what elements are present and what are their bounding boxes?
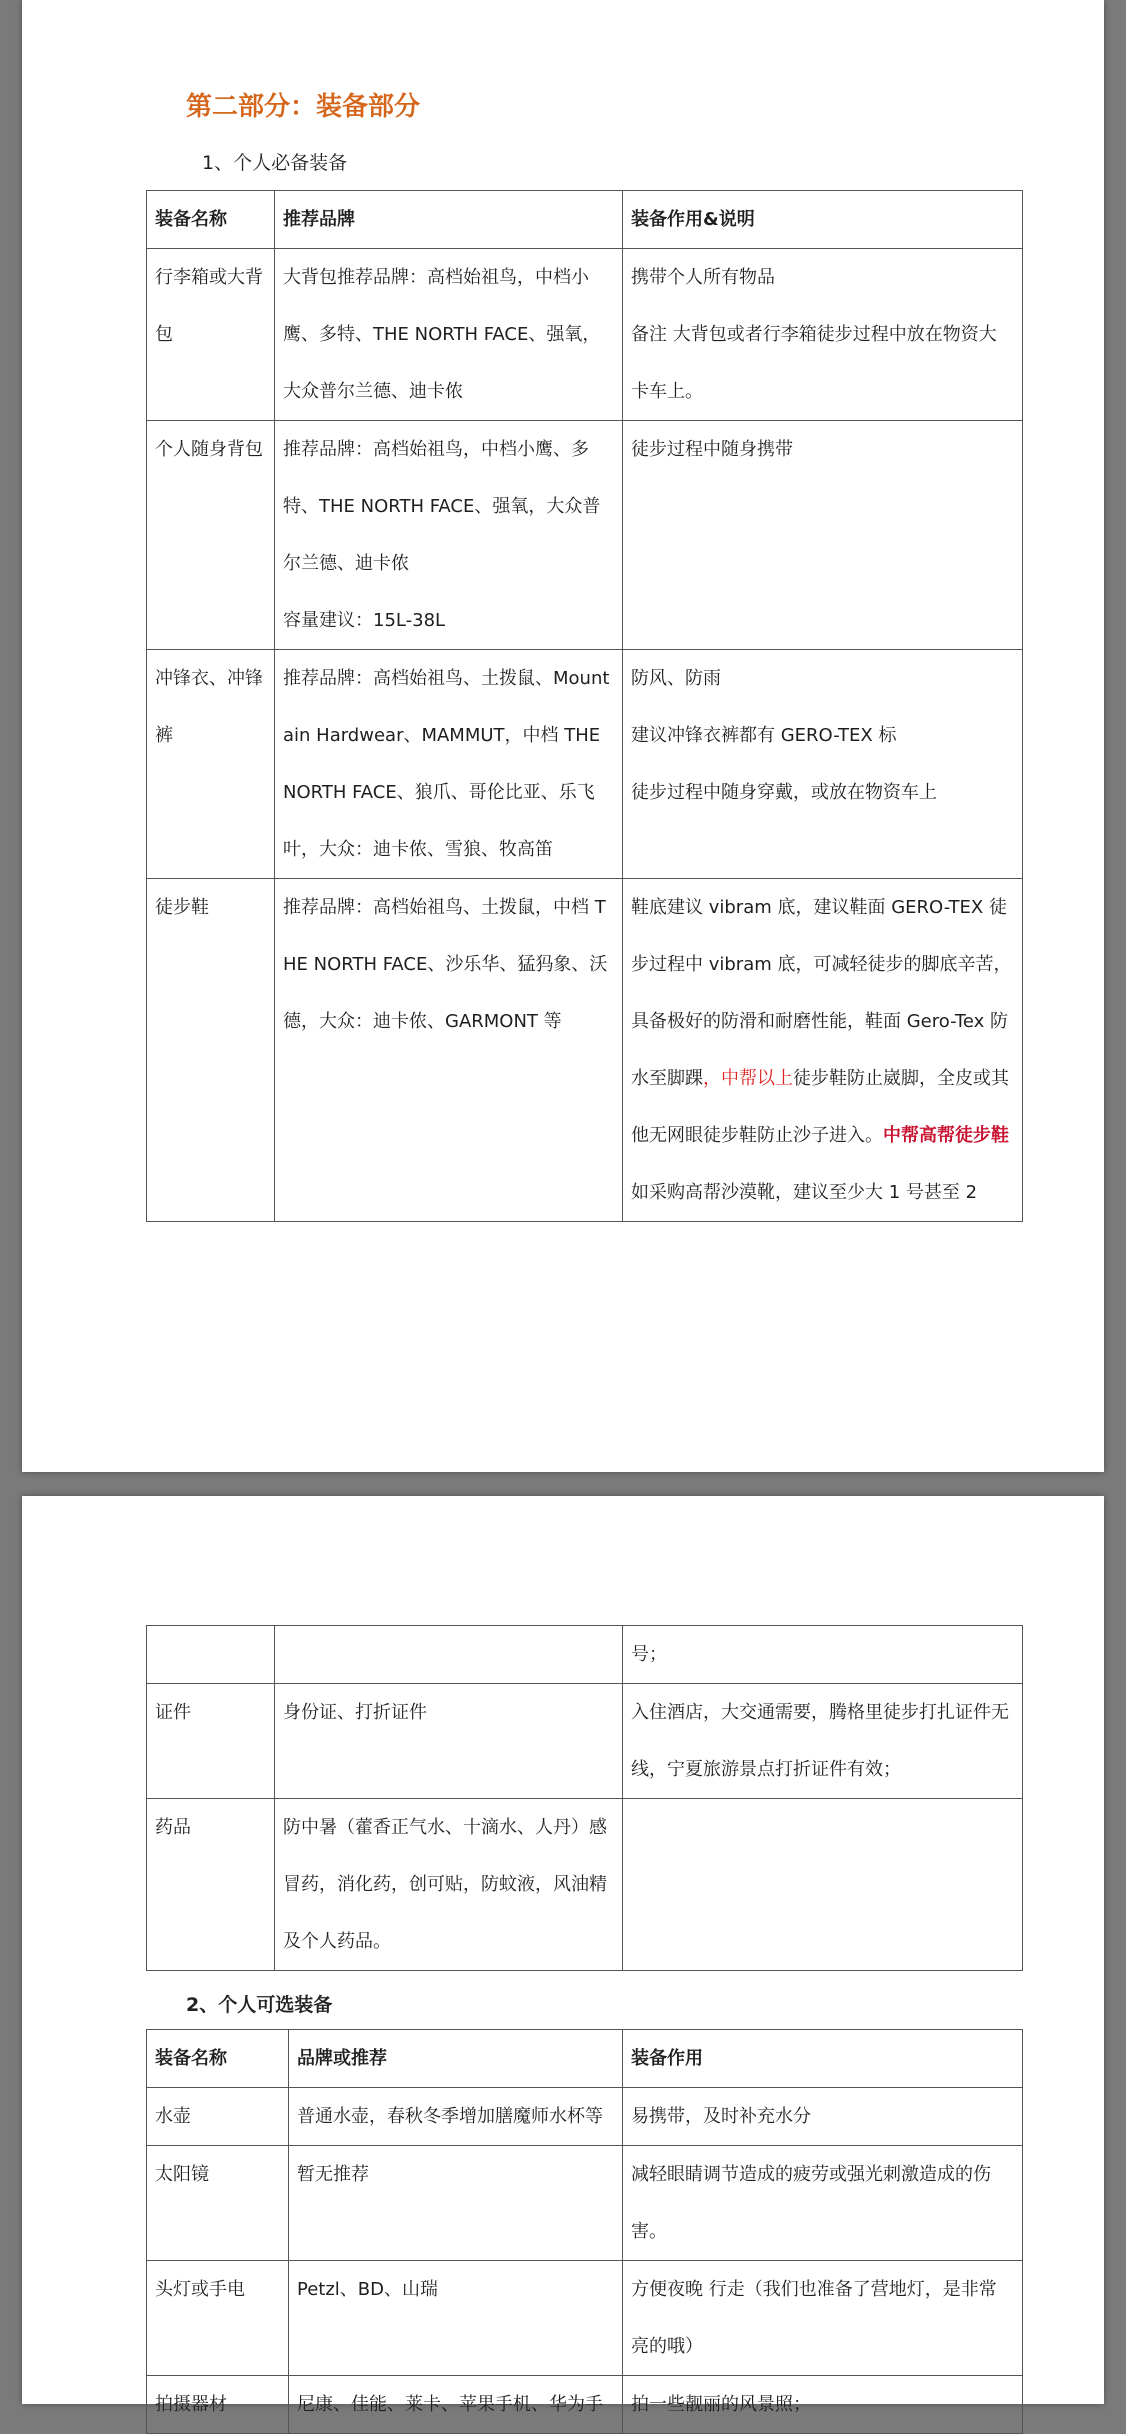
gear-name-cell: 个人随身背包 <box>147 421 275 650</box>
table-row <box>147 2088 1023 2146</box>
header-cell: 推荐品牌 <box>275 191 623 249</box>
header-cell: 装备名称 <box>147 2030 289 2088</box>
gear-name-cell: 药品 <box>147 1799 275 1971</box>
brand-cell: 尼康、佳能、莱卡、苹果手机、华为手 <box>289 2376 623 2434</box>
gear-name-cell: 徒步鞋 <box>147 879 275 1222</box>
brand-cell: 推荐品牌：高档始祖鸟、土拨鼠，中档 THE NORTH FACE、沙乐华、猛犸象、沃德，大众：迪卡侬、GARMONT 等 <box>275 879 623 1222</box>
brand-line: 推荐品牌：高档始祖鸟，中档小鹰、多特、THE NORTH FACE、强氧，大众普尔兰德、迪卡侬 <box>283 439 601 574</box>
note-cell: 徒步过程中随身携带 <box>623 421 1023 650</box>
note-cell: 减轻眼睛调节造成的疲劳或强光刺激造成的伤害。 <box>623 2146 1023 2261</box>
brand-line: 容量建议：15L-38L <box>283 610 446 631</box>
table-row <box>147 650 1023 879</box>
note-line: 建议冲锋衣裤都有 GERO-TEX 标 <box>631 725 897 746</box>
table-row <box>147 2376 1023 2434</box>
header-cell: 装备作用 <box>623 2030 1023 2088</box>
gear-name-cell: 冲锋衣、冲锋裤 <box>147 650 275 879</box>
table-row <box>147 2146 1023 2261</box>
optional-gear-table <box>146 2029 1023 2434</box>
note-cell: 号； <box>623 1626 1023 1684</box>
brand-cell: 身份证、打折证件 <box>275 1684 623 1799</box>
header-cell: 装备名称 <box>147 191 275 249</box>
header-cell: 品牌或推荐 <box>289 2030 623 2088</box>
note-cell: 入住酒店，大交通需要，腾格里徒步打扎证件无线，宁夏旅游景点打折证件有效； <box>623 1684 1023 1799</box>
note-line: 防风、防雨 <box>631 668 721 689</box>
brand-cell: 推荐品牌：高档始祖鸟、土拨鼠、Mountain Hardwear、MAMMUT，中档 THE NORTH FACE、狼爪、哥伦比亚、乐飞叶，大众：迪卡侬、雪狼、牧高笛 <box>275 650 623 879</box>
document-page-1 <box>22 0 1104 1472</box>
brand-cell: 普通水壶，春秋冬季增加膳魔师水杯等 <box>289 2088 623 2146</box>
subheading-optional-gear: 2、个人可选装备 <box>186 1994 333 2016</box>
gear-name-cell: 证件 <box>147 1684 275 1799</box>
note-line: 携带个人所有物品 <box>631 267 775 288</box>
gear-name-cell: 拍摄器材 <box>147 2376 289 2434</box>
note-cell: 方便夜晚 行走（我们也准备了营地灯，是非常亮的哦） <box>623 2261 1023 2376</box>
note-line: 备注 大背包或者行李箱徒步过程中放在物资大卡车上。 <box>631 324 997 402</box>
note-text: 鞋底建议 vibram 底，建议鞋面 GERO-TEX 徒步过程中 vibram 底，可减轻徒步的脚底辛苦，具备极好的防滑和耐磨性能，鞋面 Gero-Tex 防水至脚踝 <box>631 897 1012 1089</box>
brand-cell <box>275 421 623 650</box>
brand-cell: 防中暑（藿香正气水、十滴水、人丹）感冒药，消化药，创可贴，防蚊液，风油精及个人药品。 <box>275 1799 623 1971</box>
note-cell: 拍一些靓丽的风景照； <box>623 2376 1023 2434</box>
note-emphasis-text: 中帮高帮徒步鞋 <box>883 1125 1009 1146</box>
note-cell: 易携带，及时补充水分 <box>623 2088 1023 2146</box>
note-red-text: ，中帮以上 <box>703 1068 793 1089</box>
gear-name-cell: 行李箱或大背包 <box>147 249 275 421</box>
gear-name-cell: 太阳镜 <box>147 2146 289 2261</box>
note-line: 徒步过程中随身穿戴，或放在物资车上 <box>631 782 937 803</box>
document-page-2 <box>22 1496 1104 2415</box>
optional-gear-table-crop <box>22 1496 1104 2415</box>
section-title: 第二部分：装备部分 <box>186 92 421 122</box>
brand-cell: 暂无推荐 <box>289 2146 623 2261</box>
note-cell <box>623 879 1023 1222</box>
note-cell <box>623 650 1023 879</box>
table-header-row <box>147 191 1023 249</box>
brand-cell: Petzl、BD、山瑞 <box>289 2261 623 2376</box>
table-row <box>147 421 1023 650</box>
subheading-required-gear: 1、个人必备装备 <box>202 152 348 174</box>
required-gear-table <box>146 190 1023 1222</box>
gear-name-cell: 水壶 <box>147 2088 289 2146</box>
table-row <box>147 879 1023 1222</box>
note-text: 徒步鞋防止崴脚，全皮或其他无网眼徒步鞋防止沙子进入。 <box>631 1068 1009 1146</box>
brand-cell: 大背包推荐品牌：高档始祖鸟，中档小鹰、多特、THE NORTH FACE、强氧，大众普尔兰德、迪卡侬 <box>275 249 623 421</box>
table-row <box>147 249 1023 421</box>
note-cell <box>623 249 1023 421</box>
header-cell: 装备作用&说明 <box>623 191 1023 249</box>
gear-name-cell: 头灯或手电 <box>147 2261 289 2376</box>
table-row <box>147 2261 1023 2376</box>
note-line: 如采购高帮沙漠靴，建议至少大 1 号甚至 2 <box>631 1182 978 1203</box>
table-header-row <box>147 2030 1023 2088</box>
